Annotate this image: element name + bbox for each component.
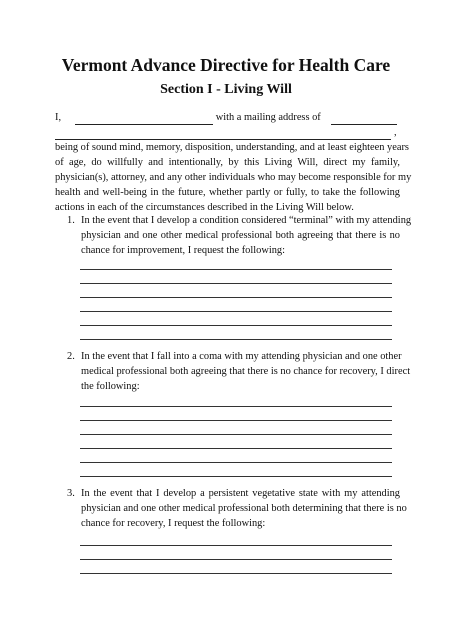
- address-comma: ,: [394, 127, 397, 138]
- item-text-line: In the event that I develop a persistent vegetative state with my attending: [81, 488, 400, 499]
- name-blank[interactable]: [75, 113, 213, 125]
- answer-lines-2: [80, 406, 392, 490]
- item-number: 2.: [67, 351, 75, 362]
- address-blank-1[interactable]: [331, 113, 397, 125]
- answer-line[interactable]: [80, 573, 392, 574]
- answer-line[interactable]: [80, 325, 392, 326]
- item-text-line: chance for improvement, I request the following:: [81, 245, 285, 256]
- answer-line[interactable]: [80, 283, 392, 284]
- item-text: [81, 213, 412, 258]
- intro-body-line: being of sound mind, memory, disposition, understanding, and at least eighteen years: [55, 142, 409, 153]
- item-text-line: physician and one other medical professional both agreeing that there is no: [81, 230, 400, 241]
- intro-line-address: [55, 125, 400, 140]
- answer-line[interactable]: [80, 545, 392, 546]
- intro-paragraph: [55, 110, 412, 215]
- answer-line[interactable]: [80, 420, 392, 421]
- document-title: Vermont Advance Directive for Health Care: [61, 55, 391, 75]
- answer-line[interactable]: [80, 339, 392, 340]
- answer-line[interactable]: [80, 462, 392, 463]
- item-text-line: In the event that I develop a condition considered “terminal” with my attending: [81, 215, 412, 226]
- intro-body-line: actions in each of the circumstances described in the Living Will below.: [55, 202, 354, 213]
- answer-lines-1: [80, 269, 392, 353]
- item-text-line: the following:: [81, 381, 140, 392]
- intro-body-line: physician(s), attorney, and any other individuals who may become responsible for my: [55, 172, 412, 183]
- intro-body-line: of age, do willfully and intentionally, by this Living Will, direct my family,: [55, 157, 400, 168]
- section-title: Section I - Living Will: [160, 82, 292, 97]
- item-text-line: chance for recovery, I request the following:: [81, 518, 266, 529]
- answer-line[interactable]: [80, 406, 392, 407]
- intro-body-line: health and well-being in the future, whether partly or fully, to take the following: [55, 187, 400, 198]
- address-label: with a mailing address of: [215, 112, 321, 123]
- answer-line[interactable]: [80, 476, 392, 477]
- answer-line[interactable]: [80, 448, 392, 449]
- item-text-line: physician and one other medical professional both determining that there is no: [81, 503, 407, 514]
- item-text-line: In the event that I fall into a coma with my attending physician and one other: [81, 351, 402, 362]
- item-number: 3.: [67, 488, 75, 499]
- item-number: 1.: [67, 215, 75, 226]
- answer-line[interactable]: [80, 311, 392, 312]
- answer-line[interactable]: [80, 269, 392, 270]
- answer-line[interactable]: [80, 559, 392, 560]
- answer-line[interactable]: [80, 297, 392, 298]
- answer-line[interactable]: [80, 434, 392, 435]
- intro-line-name: [55, 110, 400, 125]
- item-text-line: medical professional both agreeing that there is no chance for recovery, I direct: [81, 366, 411, 377]
- answer-lines-3: [80, 545, 392, 587]
- address-blank-2[interactable]: [55, 128, 391, 140]
- item-text: [81, 349, 411, 394]
- item-text: [81, 486, 407, 531]
- intro-i-label: I,: [55, 112, 62, 123]
